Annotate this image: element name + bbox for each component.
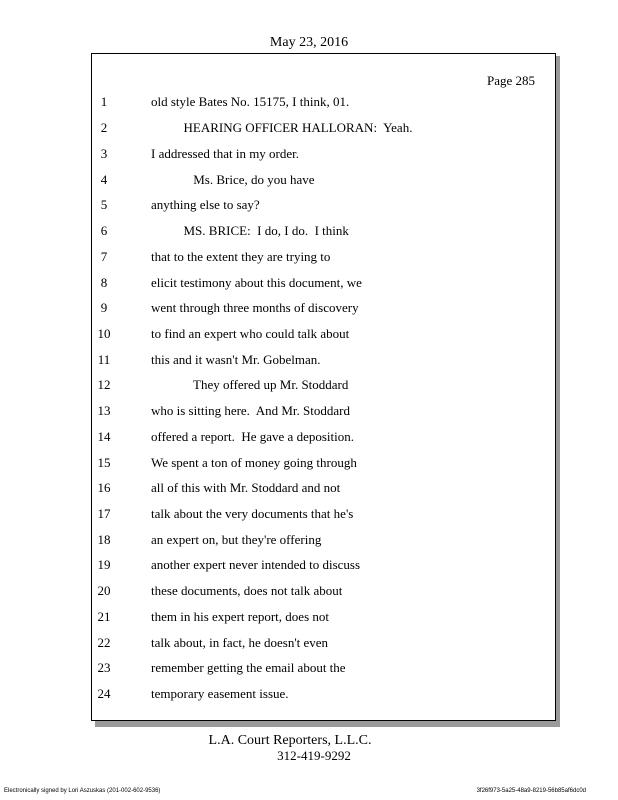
transcript-line [0,556,560,574]
line-number: 15 [97,455,111,470]
line-text: talk about, in fact, he doesn't even [151,635,329,650]
line-number: 8 [100,275,108,290]
transcript-line [0,119,560,137]
line-text: these documents, does not talk about [151,583,343,598]
line-text: HEARING OFFICER HALLORAN: Yeah. [151,120,413,135]
line-text: old style Bates No. 15175, I think, 01. [151,94,350,109]
line-number: 18 [97,532,111,547]
transcript-line [0,608,560,626]
line-text: went through three months of discovery [151,300,359,315]
transcript-line [0,248,560,266]
line-number: 19 [97,557,111,572]
line-text: them in his expert report, does not [151,609,329,624]
line-number: 5 [100,197,108,212]
transcript-line [0,531,560,549]
line-text: that to the extent they are trying to [151,249,331,264]
transcript-line [0,351,560,369]
line-text: anything else to say? [151,197,260,212]
line-text: to find an expert who could talk about [151,326,350,341]
line-number: 12 [97,377,111,392]
line-text: remember getting the email about the [151,660,346,675]
line-number: 1 [100,94,108,109]
line-text: Ms. Brice, do you have [151,172,315,187]
court-reporter-name: L.A. Court Reporters, L.L.C. [208,733,372,748]
line-number: 6 [100,223,108,238]
line-text: offered a report. He gave a deposition. [151,429,354,444]
transcript-line [0,93,560,111]
line-number: 14 [97,429,111,444]
line-text: We spent a ton of money going through [151,455,357,470]
transcript-line [0,325,560,343]
line-text: MS. BRICE: I do, I do. I think [151,223,349,238]
transcript-line [0,402,560,420]
line-number: 4 [100,172,108,187]
line-number: 3 [100,146,108,161]
line-number: 17 [97,506,111,521]
transcript-line [0,659,560,677]
line-number: 2 [100,120,108,135]
line-text: who is sitting here. And Mr. Stoddard [151,403,350,418]
page-number: Page 285 [487,73,536,88]
transcript-line [0,171,560,189]
transcript-line [0,582,560,600]
transcript-line [0,634,560,652]
transcript-line [0,145,560,163]
line-text: talk about the very documents that he's [151,506,354,521]
electronic-signature: Electronically signed by Lori Aszuskas (201-002-602-9536) [4,788,161,794]
transcript-line [0,685,560,703]
line-text: all of this with Mr. Stoddard and not [151,480,341,495]
document-id: 3f26f973-5a25-48a9-8219-56b85af6dc0d [476,788,586,794]
transcript-date: May 23, 2016 [269,35,349,50]
line-text: They offered up Mr. Stoddard [151,377,349,392]
transcript-line [0,222,560,240]
line-text: I addressed that in my order. [151,146,300,161]
transcript-line [0,376,560,394]
transcript-line [0,299,560,317]
line-number: 10 [97,326,111,341]
line-text: temporary easement issue. [151,686,289,701]
line-number: 22 [97,635,111,650]
line-number: 11 [97,352,111,367]
transcript-line [0,505,560,523]
line-number: 16 [97,480,111,495]
transcript-line [0,196,560,214]
transcript-line [0,428,560,446]
line-number: 20 [97,583,111,598]
line-text: elicit testimony about this document, we [151,275,362,290]
line-number: 23 [97,660,111,675]
court-reporter-phone: 312-419-9292 [277,748,351,763]
line-text: another expert never intended to discuss [151,557,361,572]
line-text: an expert on, but they're offering [151,532,322,547]
line-number: 7 [100,249,108,264]
line-number: 24 [97,686,111,701]
transcript-line [0,274,560,292]
line-number: 13 [97,403,111,418]
line-text: this and it wasn't Mr. Gobelman. [151,352,321,367]
transcript-line [0,479,560,497]
transcript-line [0,454,560,472]
line-number: 9 [100,300,108,315]
line-number: 21 [97,609,111,624]
